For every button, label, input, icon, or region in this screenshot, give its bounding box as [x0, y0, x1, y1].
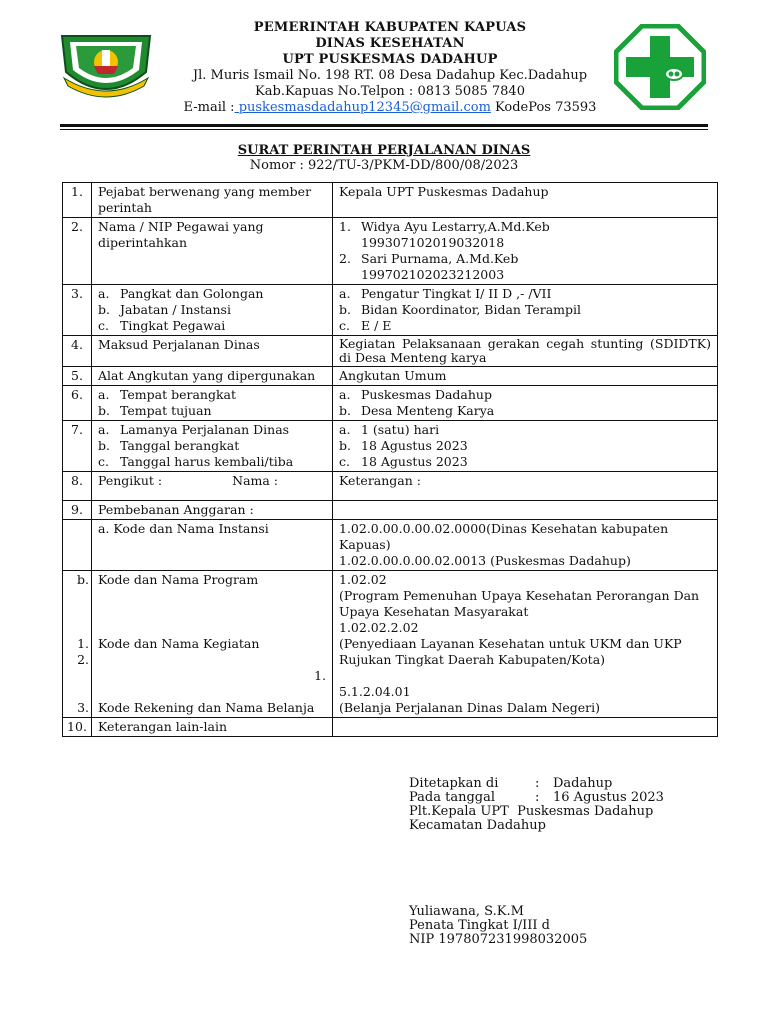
- row-number: 8.: [63, 472, 92, 501]
- activity-name: (Penyediaan Layanan Kesehatan untuk UKM dan UKP Rujukan Tingkat Daerah Kabupaten/Kota): [339, 636, 682, 667]
- sub-label: Tingkat Pegawai: [120, 318, 226, 333]
- row-value: [333, 386, 718, 421]
- row-label: Alat Angkutan yang dipergunakan: [92, 367, 333, 386]
- row-number: [63, 520, 92, 571]
- employee-nip: 199702102023212003: [361, 267, 505, 282]
- list-marker: 1.: [314, 668, 326, 683]
- letterhead: [140, 20, 640, 116]
- header-rule-thin: [60, 129, 708, 130]
- row-number: 9.: [63, 501, 92, 520]
- letterhead-government: PEMERINTAH KABUPATEN KAPUAS: [253, 20, 527, 35]
- row-value: [333, 571, 718, 718]
- list-marker: b.: [77, 572, 89, 587]
- issued-date-value: 16 Agustus 2023: [553, 790, 664, 805]
- sub-value: 1 (satu) hari: [361, 422, 440, 437]
- row-label: Keterangan lain-lain: [92, 718, 333, 737]
- employee-name: Sari Purnama, A.Md.Keb: [361, 251, 519, 266]
- row-number: 5.: [63, 367, 92, 386]
- list-marker: 3.: [77, 700, 89, 715]
- activity-code: 1.02.02.2.02: [339, 620, 419, 635]
- program-label: Kode dan Nama Program: [98, 572, 259, 587]
- sub-value: Bidan Koordinator, Bidan Terampil: [361, 302, 581, 317]
- document-number: Nomor : 922/TU-3/PKM-DD/800/08/2023: [249, 158, 519, 173]
- list-marker: c.: [339, 454, 350, 469]
- list-marker: a.: [339, 387, 351, 402]
- sub-value: Pengatur Tingkat I/ II D ,- /VII: [361, 286, 552, 301]
- issued-at-label: Ditetapkan di: [409, 776, 499, 791]
- list-marker: c.: [98, 454, 109, 469]
- signature-block: [409, 777, 664, 833]
- account-label: Kode Rekening dan Nama Belanja: [98, 700, 315, 715]
- table-row: [63, 571, 718, 718]
- list-marker: a.: [98, 422, 110, 437]
- list-marker: b.: [98, 302, 110, 317]
- list-marker: a.: [339, 422, 351, 437]
- row-value: [333, 718, 718, 737]
- list-marker: 1.: [77, 636, 89, 651]
- row-value: Keterangan :: [333, 472, 718, 501]
- program-code: 1.02.02: [339, 572, 387, 587]
- table-row: [63, 520, 718, 571]
- colon: :: [535, 790, 540, 805]
- row-value: Angkutan Umum: [333, 367, 718, 386]
- list-marker: c.: [339, 318, 350, 333]
- table-row: [63, 218, 718, 285]
- issued-at-value: Dadahup: [553, 776, 613, 791]
- colon: :: [535, 776, 540, 791]
- table-row: [63, 285, 718, 336]
- sub-label: Pangkat dan Golongan: [120, 286, 264, 301]
- row-value: [333, 218, 718, 285]
- row-value: Kepala UPT Puskesmas Dadahup: [333, 183, 718, 218]
- row-label: [92, 421, 333, 472]
- row-value: [333, 501, 718, 520]
- list-marker: b.: [339, 403, 351, 418]
- sub-value: 18 Agustus 2023: [361, 454, 468, 469]
- list-marker: c.: [98, 318, 109, 333]
- list-marker: a.: [339, 286, 351, 301]
- institution-code: 1.02.0.00.0.00.02.0013 (Puskesmas Dadahup): [339, 553, 631, 568]
- list-marker: b.: [98, 403, 110, 418]
- row-number: 1.: [63, 183, 92, 218]
- document-title: SURAT PERINTAH PERJALANAN DINAS: [237, 143, 531, 158]
- row-label: Pembebanan Anggaran :: [92, 501, 333, 520]
- row-label: [92, 472, 333, 501]
- sub-value: Puskesmas Dadahup: [361, 387, 492, 402]
- list-marker: a.: [98, 286, 110, 301]
- account-name: (Belanja Perjalanan Dinas Dalam Negeri): [339, 700, 601, 715]
- row-label: Nama / NIP Pegawai yang diperintahkan: [92, 218, 333, 285]
- program-name: (Program Pemenuhan Upaya Kesehatan Perorangan Dan Upaya Kesehatan Masyarakat: [339, 588, 700, 619]
- activity-label: Kode dan Nama Kegiatan: [98, 636, 260, 651]
- row-value: Kegiatan Pelaksanaan gerakan cegah stunting (SDIDTK) di Desa Menteng karya: [333, 336, 718, 367]
- signer-nip: NIP 197807231998032005: [409, 932, 588, 947]
- signer-name: Yuliawana, S.K.M: [409, 904, 524, 919]
- followers-label: Pengikut :: [98, 473, 163, 488]
- table-row: [63, 501, 718, 520]
- letterhead-contact: Kab.Kapuas No.Telpon : 0813 5085 7840: [255, 84, 525, 99]
- sub-value: Desa Menteng Karya: [361, 403, 495, 418]
- table-row: [63, 421, 718, 472]
- list-marker: a.: [98, 387, 110, 402]
- row-number: 10.: [63, 718, 92, 737]
- table-row: [63, 183, 718, 218]
- sub-label: Lamanya Perjalanan Dinas: [120, 422, 290, 437]
- row-number: 7.: [63, 421, 92, 472]
- issued-date-label: Pada tanggal: [409, 790, 496, 805]
- table-row: [63, 718, 718, 737]
- sub-label: Tanggal berangkat: [120, 438, 240, 453]
- table-row: [63, 472, 718, 501]
- list-marker: b.: [339, 302, 351, 317]
- sub-label: Jabatan / Instansi: [120, 302, 231, 317]
- row-number: 2.: [63, 218, 92, 285]
- name-label: Nama :: [232, 473, 279, 488]
- row-value: [333, 421, 718, 472]
- row-value: [333, 285, 718, 336]
- letterhead-address: Jl. Muris Ismail No. 198 RT. 08 Desa Dadahup Kec.Dadahup: [192, 68, 588, 83]
- row-label: [92, 285, 333, 336]
- signer-position: Plt.Kepala UPT Puskesmas Dadahup: [409, 804, 654, 819]
- row-number: 3.: [63, 285, 92, 336]
- table-row: [63, 386, 718, 421]
- table-row: [63, 336, 718, 367]
- letterhead-unit: UPT PUSKESMAS DADAHUP: [282, 52, 498, 67]
- row-number: [63, 571, 92, 718]
- sub-label: Tempat tujuan: [120, 403, 212, 418]
- table-row: [63, 367, 718, 386]
- kodepos: KodePos 73593: [495, 100, 597, 115]
- row-value: [333, 520, 718, 571]
- email-link[interactable]: puskesmasdadahup12345@gmail.com: [234, 100, 491, 115]
- letterhead-email-line: [140, 100, 640, 116]
- row-label: [92, 571, 333, 718]
- institution-code: 1.02.0.00.0.00.02.0000(Dinas Kesehatan kabupaten Kapuas): [339, 521, 669, 552]
- account-code: 5.1.2.04.01: [339, 684, 411, 699]
- signer-identity: [409, 905, 587, 947]
- letterhead-department: DINAS KESEHATAN: [315, 36, 465, 51]
- sub-label: Tanggal harus kembali/tiba: [120, 454, 294, 469]
- row-number: 4.: [63, 336, 92, 367]
- list-marker: 2.: [77, 652, 89, 667]
- row-label: Pejabat berwenang yang member perintah: [92, 183, 333, 218]
- sub-value: E / E: [361, 318, 392, 333]
- travel-order-table: [62, 182, 718, 737]
- employee-nip: 199307102019032018: [361, 235, 505, 250]
- list-marker: 1.: [339, 219, 351, 234]
- sub-value: 18 Agustus 2023: [361, 438, 468, 453]
- row-number: 6.: [63, 386, 92, 421]
- row-label: a. Kode dan Nama Instansi: [92, 520, 333, 571]
- email-label: E-mail :: [183, 100, 235, 115]
- signer-position-2: Kecamatan Dadahup: [409, 818, 546, 833]
- list-marker: b.: [339, 438, 351, 453]
- header-rule-thick: [60, 124, 708, 127]
- signer-rank: Penata Tingkat I/III d: [409, 918, 550, 933]
- row-label: [92, 386, 333, 421]
- row-label: Maksud Perjalanan Dinas: [92, 336, 333, 367]
- list-marker: 2.: [339, 251, 351, 266]
- sub-label: Tempat berangkat: [120, 387, 236, 402]
- list-marker: b.: [98, 438, 110, 453]
- employee-name: Widya Ayu Lestarry,A.Md.Keb: [361, 219, 550, 234]
